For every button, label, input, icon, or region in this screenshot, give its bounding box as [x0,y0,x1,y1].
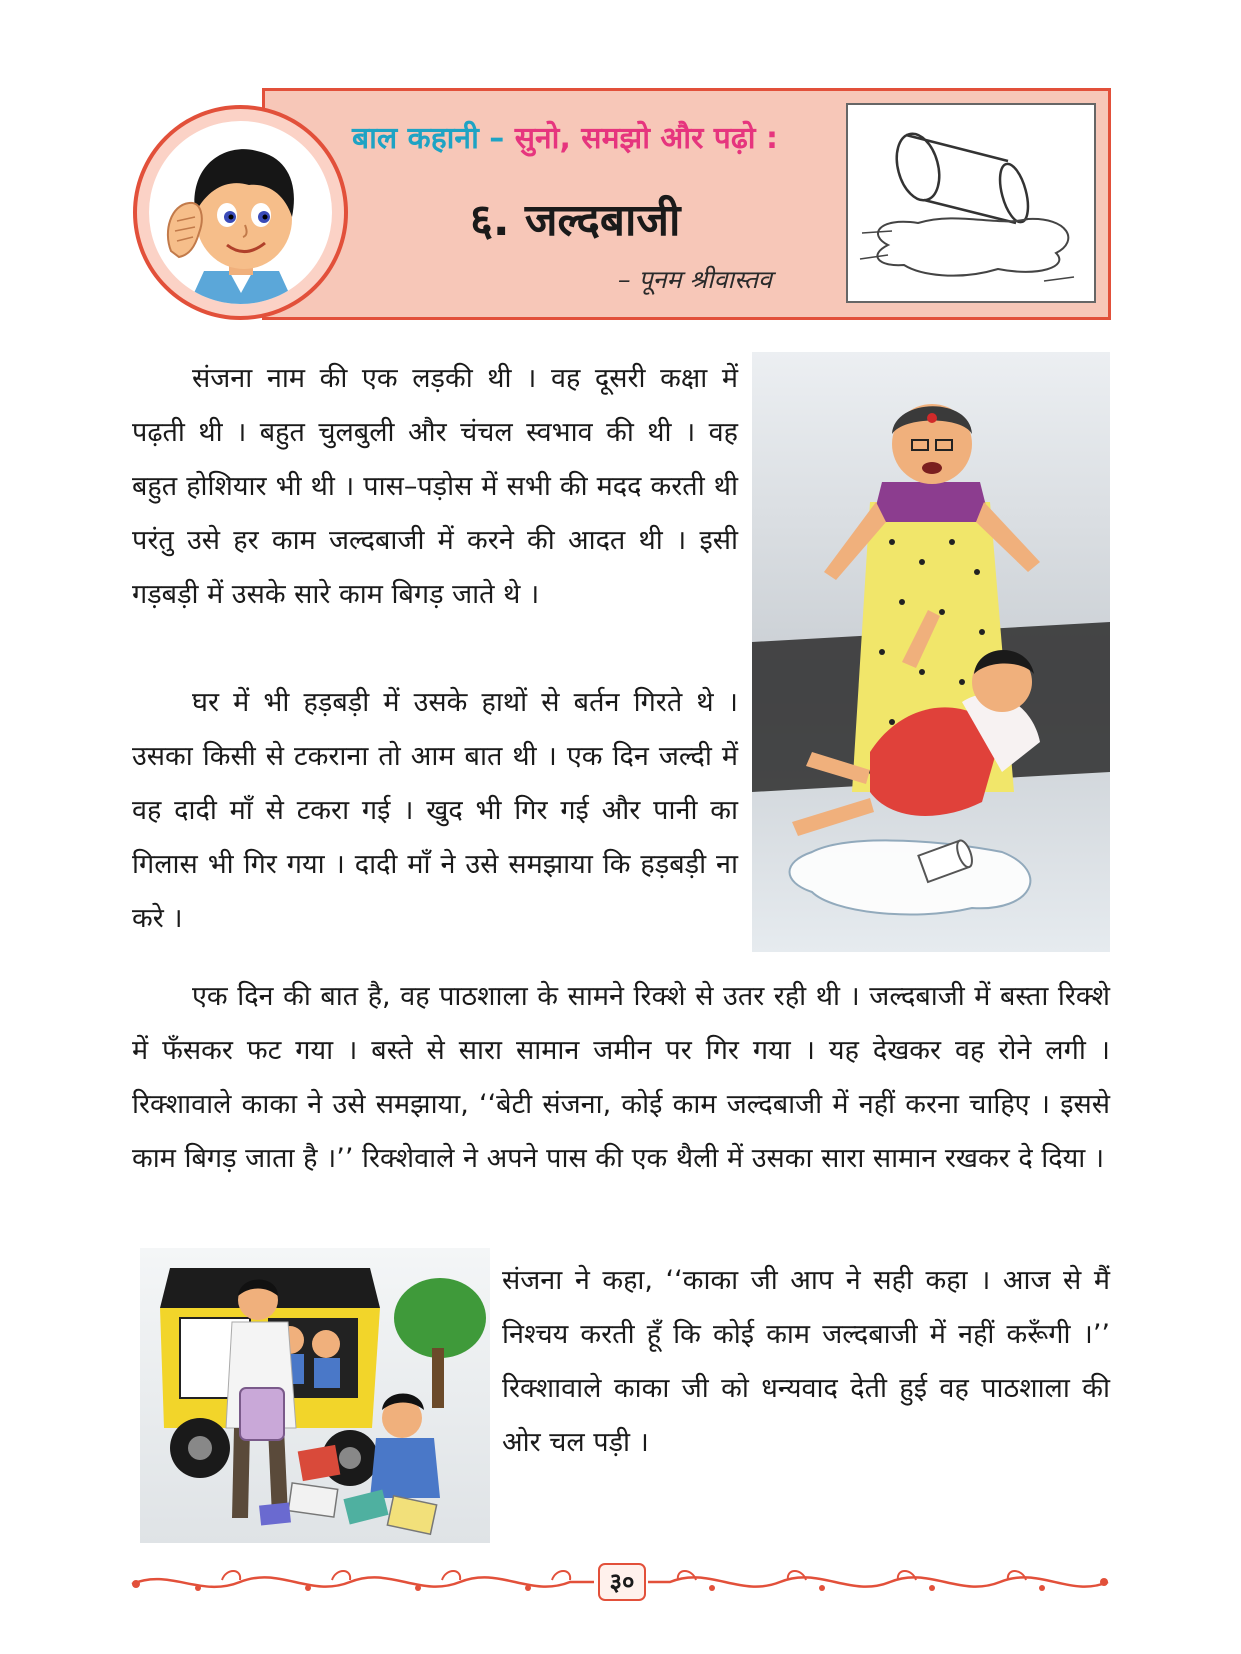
illustration-grandmother-fall [752,352,1110,952]
story-title: ६. जल्दबाजी [470,195,681,246]
series-title [352,116,832,164]
avatar-ring [133,105,348,320]
paragraph-4: संजना ने कहा, ‘‘काका जी आप ने सही कहा । आज से मैं निश्चय करती हूँ कि कोई काम जल्दबाजी में नहीं करूँगी ।’’ रिक्शावाले काका जी को धन्यवाद देती हुई वह पाठशाला की ओर चल पड़ी । [502,1265,1110,1458]
paragraph-2: घर में भी हड़बड़ी में उसके हाथों से बर्तन गिरते थे । उसका किसी से टकराना तो आम बात थी । एक दिन जल्दी में वह दादी माँ से टकरा गई । खुद भी गिर गई और पानी का गिलास भी गिर गया । दादी माँ ने उसे समझाया कि हड़बड़ी ना करे । [132,687,738,934]
author-name: – पूनम श्रीवास्तव [618,265,772,294]
paragraph-1: संजना नाम की एक लड़की थी । वह दूसरी कक्षा में पढ़ती थी । बहुत चुलबुली और चंचल स्वभाव की थी । वह बहुत होशियार भी थी । पास–पड़ोस में सभी की मदद करती थी परंतु उसे हर काम जल्दबाजी में करने की आदत थी । इसी गड़बड़ी में उसके सारे काम बिगड़ जाते थे । [132,363,738,610]
series-title-blue: बाल कहानी – [352,121,505,156]
page-number: ३० [598,1563,646,1601]
paragraph-3: एक दिन की बात है, वह पाठशाला के सामने रिक्शे से उतर रही थी । जल्दबाजी में बस्ता रिक्शे में फँसकर फट गया । बस्ते से सारा सामान जमीन पर गिर गया । यह देखकर वह रोने लगी । रिक्शावाले काका ने उसे समझाया, ‘‘बेटी संजना, कोई काम जल्दबाजी में नहीं करना चाहिए । इससे काम बिगड़ जाता है ।’’ रिक्शेवाले ने अपने पास की एक थैली में उसका सारा सामान रखकर दे दिया । [132,981,1110,1174]
series-title-pink: सुनो, समझो और पढ़ो : [514,121,778,156]
spilled-glass-icon [846,103,1096,303]
illustration-rickshaw [140,1248,490,1543]
boy-listening-icon [149,121,332,304]
